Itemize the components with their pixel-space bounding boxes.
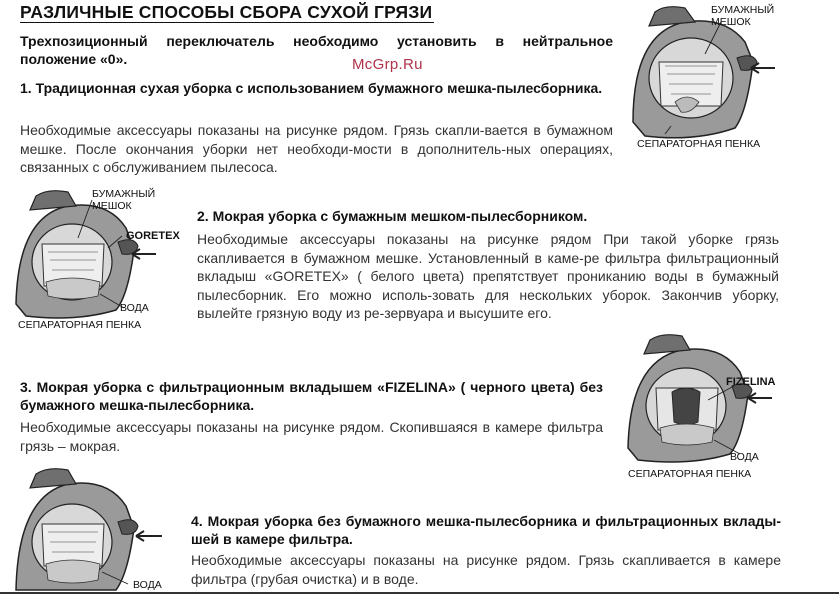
section-1-heading: 1. Традиционная сухая уборка с использованием бумажного мешка-пылесборника. xyxy=(20,80,603,96)
section-2-text: Необходимые аксессуары показаны на рисунке рядом При такой уборке грязь скапливается в бумажном мешке. Установленный в каме-ре фильтра фильтрационный вкладыш «GORETEX» ( белого цвета) препятствует прониканию воды в бумажный пылесборник. Его можно исполь-зовать для нескольких уборок. Закончив уборку, вылейте грязную воду из ре-зервуара и высушите его. xyxy=(197,231,779,321)
figure-3-vacuum-fizelina xyxy=(622,330,839,480)
label-water: ВОДА xyxy=(730,451,759,463)
section-2-heading: 2. Мокрая уборка с бумажным мешком-пылесборником. xyxy=(197,208,588,224)
watermark: McGrp.Ru xyxy=(352,56,423,73)
label-goretex: GORETEX xyxy=(126,230,180,242)
figure-2-vacuum-goretex xyxy=(12,186,197,332)
label-separator-foam: СЕПАРАТОРНАЯ ПЕНКА xyxy=(637,138,761,150)
label-paper-bag: БУМАЖНЫЙ МЕШОК xyxy=(711,4,775,28)
figure-4-vacuum-no-bag xyxy=(12,466,190,592)
figure-1-vacuum-paper-bag xyxy=(625,2,839,150)
section-4-heading: 4. Мокрая уборка без бумажного мешка-пылесборника и фильтрационных вклады-шей в камере фильтра. xyxy=(191,513,781,547)
label-separator-foam: СЕПАРАТОРНАЯ ПЕНКА xyxy=(628,468,752,480)
section-3-heading: 3. Мокрая уборка с фильтрационным вкладышем «FIZELINA» ( черного цвета) без бумажного мешка-пылесборника. xyxy=(20,379,603,413)
section-3-text: Необходимые аксессуары показаны на рисунке рядом. Скопившаяся в камере фильтра грязь – мокрая. xyxy=(20,419,603,454)
label-separator-foam: СЕПАРАТОРНАЯ ПЕНКА xyxy=(18,319,142,331)
label-water: ВОДА xyxy=(120,302,149,314)
label-water: ВОДА xyxy=(133,579,162,591)
section-1-text: Необходимые аксессуары показаны на рисунке рядом. Грязь скапли-вается в бумажном мешке. После окончания уборки нет необходи-мости в дополнитель-ных операциях, связанных с обслуживанием пылесоса. xyxy=(20,122,613,175)
bottom-divider xyxy=(0,592,839,594)
label-fizelina: FIZELINA xyxy=(726,376,776,388)
vacuum-illustration-icon xyxy=(12,466,190,592)
intro-text: Трехпозиционный переключатель необходимо установить в нейтральное положение «0». xyxy=(20,33,613,67)
label-paper-bag: БУМАЖНЫЙ МЕШОК xyxy=(92,188,156,212)
page-title: РАЗЛИЧНЫЕ СПОСОБЫ СБОРА СУХОЙ ГРЯЗИ xyxy=(20,2,433,22)
section-4-text: Необходимые аксессуары показаны на рисунке рядом. Грязь скапливается в камере фильтра (грубая очистка) и в воде. xyxy=(191,552,781,587)
